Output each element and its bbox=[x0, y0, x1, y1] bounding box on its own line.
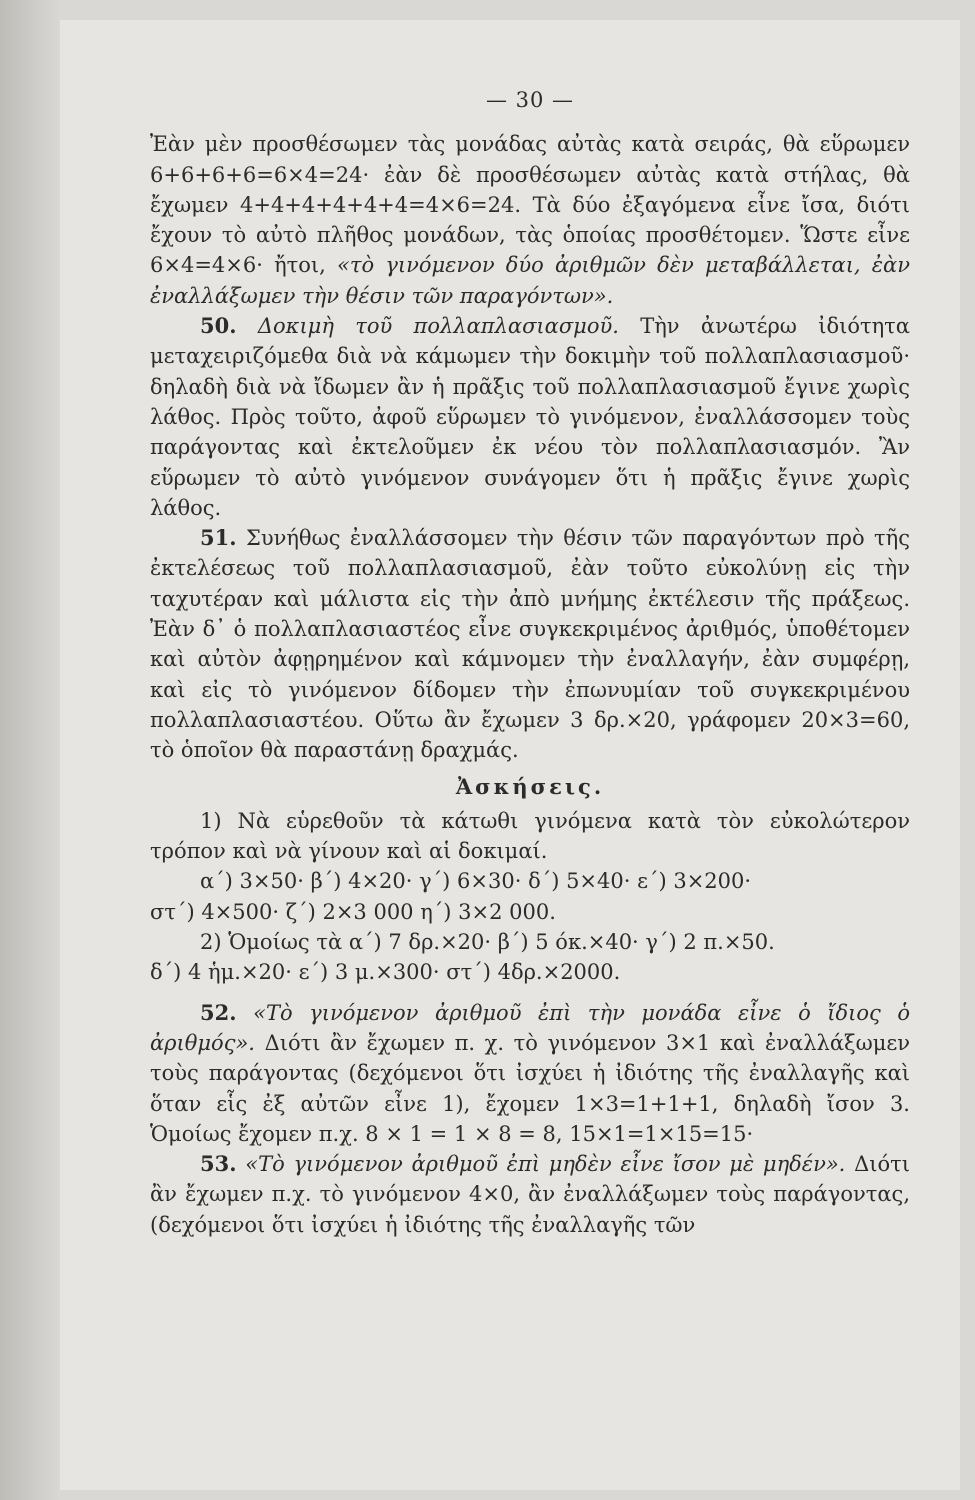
section-51 bbox=[150, 523, 910, 765]
section-51-number: 51. bbox=[200, 525, 237, 551]
section-52-number: 52. bbox=[200, 999, 237, 1025]
exercise-2-line-1: 2) Ὁμοίως τὰ α΄) 7 δρ.×20· β΄) 5 όκ.×40· γ΄) 2 π.×50. bbox=[200, 930, 775, 955]
section-50-title: Δοκιμὴ τοῦ πολλαπλασιασμοῦ. bbox=[257, 314, 619, 339]
page-content bbox=[150, 85, 910, 1240]
page-number: — 30 — bbox=[485, 88, 575, 112]
section-53-number: 53. bbox=[200, 1151, 237, 1177]
section-53-text: Διότι ἂν ἔχωμεν π.χ. τὸ γινόμενον 4×0, ἂν ἐναλλάξωμεν τοὺς παράγοντας, (δεχόμενοι ὅτι ἰσχύει ἡ ἰδιότης τῆς ἐναλλαγῆς τῶν bbox=[150, 1152, 910, 1237]
section-52 bbox=[150, 998, 910, 1149]
section-51-text: Συνήθως ἐναλλάσσομεν τὴν θέσιν τῶν παραγόντων πρὸ τῆς ἐκτελέσεως τοῦ πολλαπλασιασμοῦ, ἐὰν τοῦτο εὐκολύνῃ εἰς τὴν ταχυτέραν καὶ μάλιστα εἰς τὴν ἀπὸ μνήμης ἐκτέλεσιν τῆς πράξεως. Ἐὰν δ᾿ ὁ πολλαπλασιαστέος εἶνε συγκεκριμένος ἀριθμός, ὑποθέτομεν καὶ αὐτὸν ἀφῃρημένον καὶ κάμνομεν τὴν ἐναλλαγήν, ἐὰν συμφέρῃ, καὶ εἰς τὸ γινόμενον δίδομεν τὴν ἐπωνυμίαν τοῦ συγκεκριμένου πολλαπλασιαστέου. Οὕτω ἂν ἔχωμεν 3 δρ.×20, γράφομεν 20×3=60, τὸ ὁποῖον θὰ παραστάνῃ δραχμάς. bbox=[150, 526, 910, 763]
section-53 bbox=[150, 1149, 910, 1240]
exercise-1-intro: 1) Νὰ εὑρεθοῦν τὰ κάτωθι γινόμενα κατὰ τὸν εὐκολώτερον τρόπον καὶ νὰ γίνουν καὶ αἱ δοκιμαί. bbox=[150, 808, 910, 864]
spine-shadow bbox=[0, 0, 60, 1500]
intro-quote: «τὸ γινόμενον δύο ἀριθμῶν δὲν μεταβάλλεται, ἐὰν ἐναλλάξωμεν τὴν θέσιν τῶν παραγόντων». bbox=[150, 253, 910, 308]
exercise-2-line-2: δ΄) 4 ἡμ.×20· ε΄) 3 μ.×300· στ΄) 4δρ.×2000. bbox=[150, 960, 621, 985]
intro-paragraph bbox=[150, 129, 910, 311]
intro-text: Ἐὰν μὲν προσθέσωμεν τὰς μονάδας αὐτὰς κατὰ σειράς, θὰ εὕρωμεν 6+6+6+6=6×4=24· ἐὰν δὲ προσθέσωμεν αὐτὰς κατὰ στήλας, θὰ ἔχωμεν 4+4+4+4+4+4=4×6=24. Τὰ δύο ἐξαγόμενα εἶνε ἴσα, διότι ἔχουν τὸ αὐτὸ πλῆθος μονάδων, τὰς ὁποίας προσθέτομεν. Ὥστε εἶνε 6×4=4×6· ἤτοι, bbox=[150, 132, 910, 278]
section-50-text: Τὴν ἀνωτέρω ἰδιότητα μεταχειριζόμεθα διὰ νὰ κάμωμεν τὴν δοκιμὴν τοῦ πολλαπλασιασμοῦ· δηλαδὴ διὰ νὰ ἴδωμεν ἂν ἡ πρᾶξις τοῦ πολλαπλασιασμοῦ ἔγινε χωρὶς λάθος. Πρὸς τοῦτο, ἀφοῦ εὕρωμεν τὸ γινόμενον, ἐναλλάσσομεν τοὺς παράγοντας καὶ ἐκτελοῦμεν ἐκ νέου τὸν πολλαπλασιασμόν. Ἂν εὕρωμεν τὸ αὐτὸ γινόμενον συνάγομεν ὅτι ἡ πρᾶξις ἔγινε χωρὶς λάθος. bbox=[150, 314, 910, 520]
section-52-quote: «Τὸ γινόμενον ἀριθμοῦ ἐπὶ τὴν μονάδα εἶνε ὁ ἴδιος ὁ ἀριθμός». bbox=[150, 1000, 910, 1055]
section-50 bbox=[150, 311, 910, 523]
section-53-quote: «Τὸ γινόμενον ἀριθμοῦ ἐπὶ μηδὲν εἶνε ἴσον μὲ μηδέν». bbox=[245, 1152, 846, 1177]
exercise-1-line-1: α΄) 3×50· β΄) 4×20· γ΄) 6×30· δ΄) 5×40· ε΄) 3×200· bbox=[200, 869, 752, 894]
section-52-text: Διότι ἂν ἔχωμεν π. χ. τὸ γινόμενον 3×1 καὶ ἐναλλάξωμεν τοὺς παράγοντας (δεχόμενοι ὅτι ἰσχύει ἡ ἰδιότης τῆς ἐναλλαγῆς καὶ ὅταν εἷς ἐξ αὐτῶν εἶνε 1), ἔχομεν 1×3=1+1+1, δηλαδὴ ἴσον 3. Ὁμοίως ἔχομεν π.χ. 8 × 1 = 1 × 8 = 8, 15×1=1×15=15· bbox=[150, 1030, 910, 1146]
spacer bbox=[150, 988, 910, 998]
section-50-number: 50. bbox=[200, 313, 237, 339]
exercise-1-line-2: στ΄) 4×500· ζ΄) 2×3 000 η΄) 3×2 000. bbox=[150, 899, 556, 924]
exercises-heading: Ἀσκήσεις. bbox=[455, 773, 605, 799]
